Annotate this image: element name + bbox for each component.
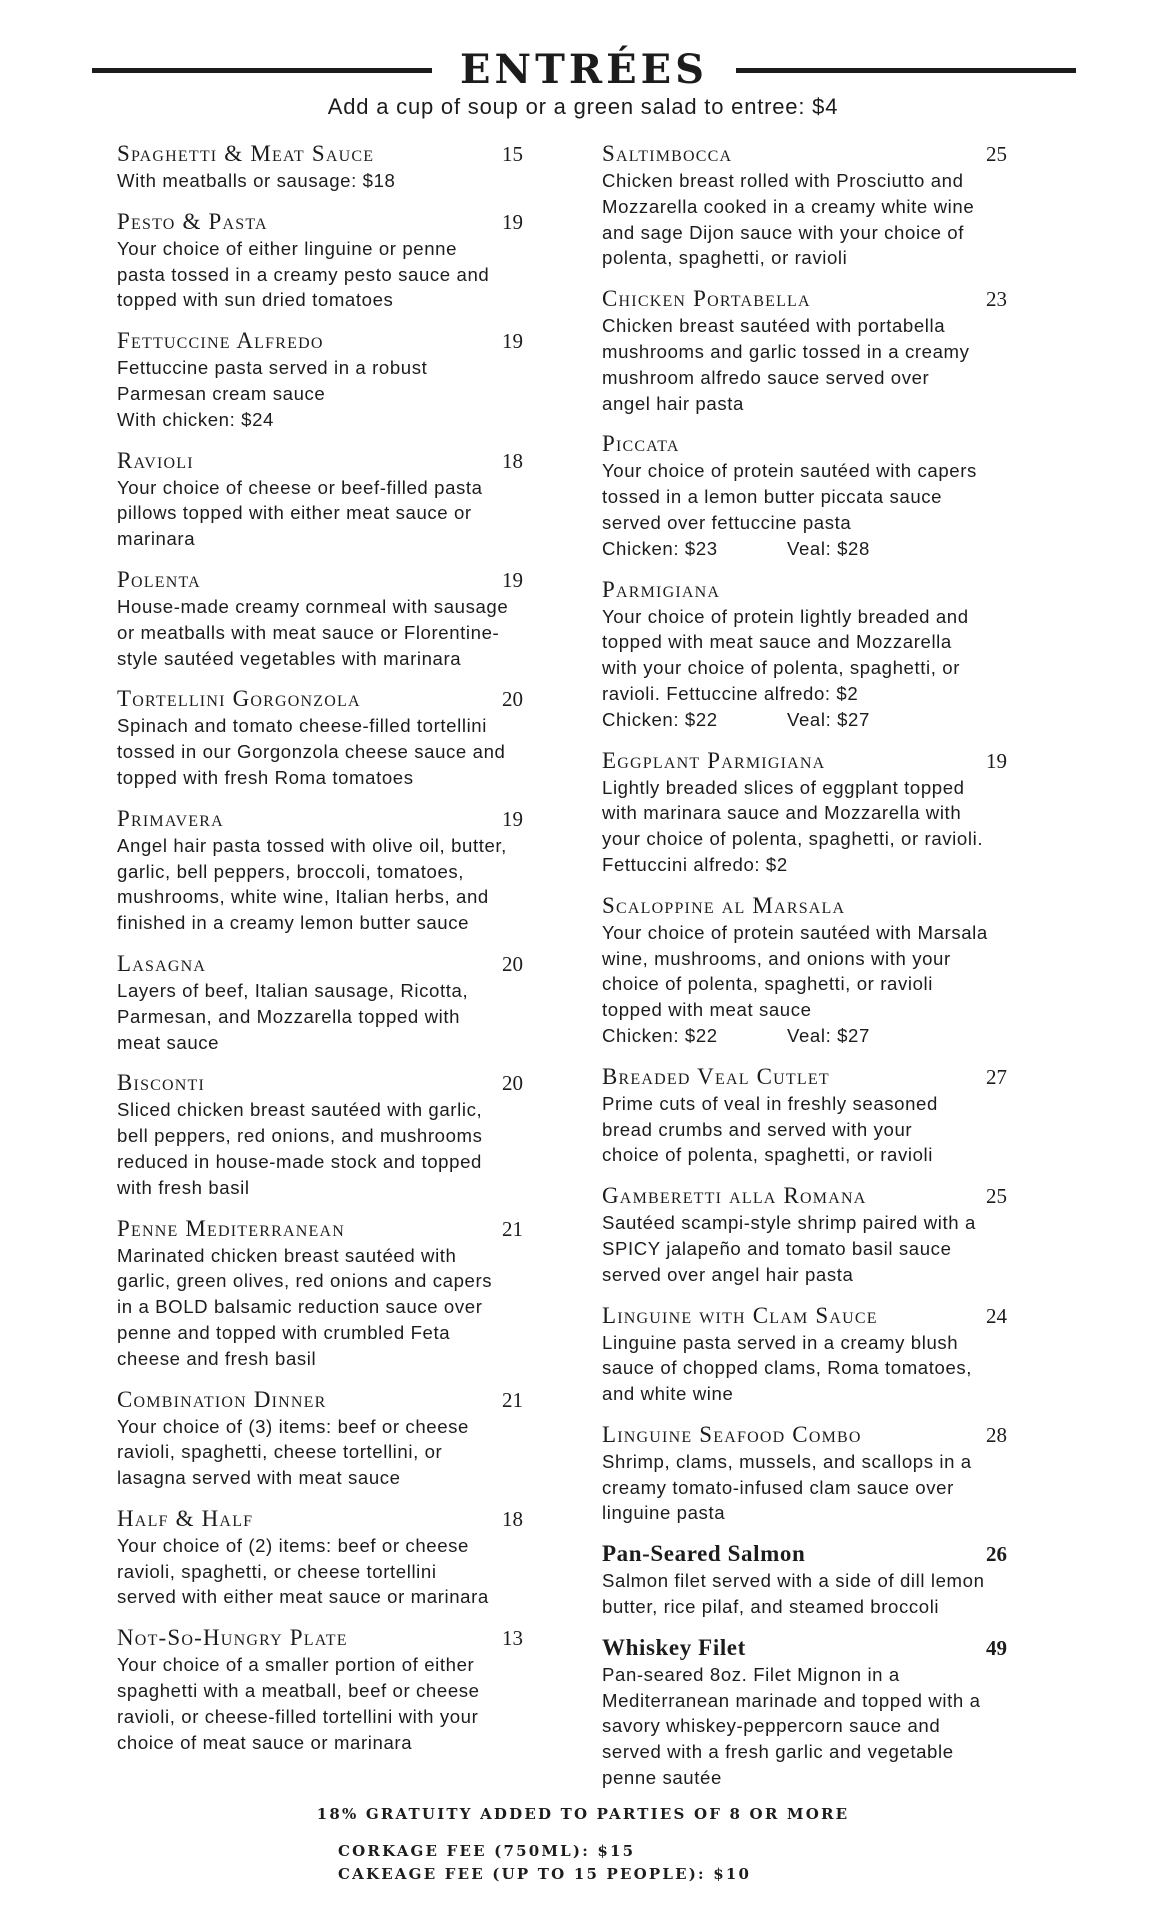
menu-item-price: 20	[502, 951, 523, 976]
menu-item	[117, 1069, 577, 1200]
menu-item-price: 28	[986, 1422, 1007, 1447]
menu-item-name: Tortellini Gorgonzola	[117, 686, 361, 712]
menu-item	[117, 140, 577, 194]
menu-item-header	[602, 285, 1062, 313]
menu-item-description: Parmesan, and Mozzarella topped with	[117, 1005, 461, 1027]
menu-item-header	[117, 447, 577, 475]
menu-item-price-options	[602, 707, 1062, 733]
menu-item-description: Pan-seared 8oz. Filet Mignon in a	[602, 1663, 900, 1685]
cakeage-fee: CAKEAGE FEE (UP TO 15 PEOPLE): $10	[338, 1865, 752, 1883]
menu-item-header	[602, 430, 1062, 458]
menu-item-description: tossed in our Gorgonzola cheese sauce and	[117, 741, 506, 763]
menu-item	[602, 140, 1062, 271]
right-menu-column	[602, 140, 1062, 1805]
menu-item-description: bread crumbs and served with your	[602, 1118, 913, 1140]
menu-item-description: ravioli, spaghetti, cheese tortellini, or	[117, 1441, 443, 1463]
menu-item-name: Half & Half	[117, 1505, 254, 1531]
menu-item	[602, 1063, 1062, 1168]
menu-item-description: Salmon filet served with a side of dill lemon	[602, 1570, 985, 1592]
menu-item-description: pillows topped with either meat sauce or	[117, 502, 472, 524]
menu-item-name: Saltimbocca	[602, 141, 733, 166]
menu-item-name: Whiskey Filet	[602, 1634, 746, 1660]
menu-item-description: butter, rice pilaf, and steamed broccoli	[602, 1596, 940, 1618]
menu-item-header	[117, 685, 577, 713]
menu-item-description: style sautéed vegetables with marinara	[117, 647, 462, 669]
menu-item-header	[117, 208, 577, 236]
menu-item-description: Mozzarella cooked in a creamy white wine	[602, 195, 975, 217]
menu-item-description: linguine pasta	[602, 1502, 726, 1524]
menu-item-description: Sliced chicken breast sautéed with garlic,	[117, 1099, 483, 1121]
menu-item-name: Piccata	[602, 431, 680, 457]
menu-item-description: garlic, green olives, red onions and capers	[117, 1270, 493, 1292]
menu-item-description: lasagna served with meat sauce	[117, 1467, 401, 1489]
menu-item	[602, 1540, 1062, 1620]
menu-item-description: choice of polenta, spaghetti, or ravioli	[602, 973, 933, 995]
menu-item-description: Your choice of (3) items: beef or cheese	[117, 1415, 469, 1437]
menu-item-name: Linguine Seafood Combo	[602, 1421, 862, 1447]
menu-item-price-options	[602, 536, 1062, 562]
menu-item-description: cheese and fresh basil	[117, 1347, 317, 1369]
menu-item-name: Eggplant Parmigiana	[602, 747, 826, 773]
page-subtitle: Add a cup of soup or a green salad to entree: $4	[327, 94, 839, 119]
price-option: Veal: $27	[787, 708, 870, 730]
price-option: Veal: $27	[787, 1024, 870, 1046]
menu-item-name: Penne Mediterranean	[117, 1215, 345, 1241]
menu-item-description: Fettuccini alfredo: $2	[602, 853, 788, 875]
menu-item-header	[117, 1215, 577, 1243]
menu-item-name: Chicken Portabella	[602, 286, 811, 312]
menu-item-price: 24	[986, 1303, 1007, 1328]
menu-item-price-options	[602, 1023, 1062, 1049]
menu-item-description: With meatballs or sausage: $18	[117, 170, 396, 191]
gratuity-note: 18% GRATUITY ADDED TO PARTIES OF 8 OR MORE	[316, 1805, 850, 1823]
menu-item-name: Polenta	[117, 566, 201, 592]
menu-item-price: 18	[502, 448, 523, 473]
menu-item-description: Parmesan cream sauce	[117, 382, 326, 404]
menu-item-description: Mediterranean marinade and topped with a	[602, 1689, 981, 1711]
menu-item-name: Lasagna	[117, 950, 207, 976]
menu-item-header	[117, 805, 577, 833]
menu-item-price: 49	[986, 1635, 1007, 1660]
menu-item	[117, 1505, 577, 1610]
menu-item-description: served over fettuccine pasta	[602, 511, 852, 533]
menu-item-description: polenta, spaghetti, or ravioli	[602, 247, 848, 269]
menu-item-name: Parmigiana	[602, 576, 721, 602]
menu-item-description: garlic, bell peppers, broccoli, tomatoes,	[117, 860, 465, 882]
menu-item-name: Ravioli	[117, 447, 194, 473]
menu-item-description: Marinated chicken breast sautéed with	[117, 1244, 457, 1266]
menu-item-header	[602, 140, 1062, 168]
price-option: Chicken: $23	[602, 537, 718, 559]
menu-item-description: pasta tossed in a creamy pesto sauce and	[117, 263, 490, 285]
menu-item-description: penne and topped with crumbled Feta	[117, 1321, 451, 1343]
menu-item-description: Sautéed scampi-style shrimp paired with a	[602, 1212, 976, 1234]
menu-item-description: choice of meat sauce or marinara	[117, 1731, 413, 1753]
fees-block	[338, 1840, 938, 1886]
page-header	[92, 45, 1076, 95]
menu-item-price: 26	[986, 1542, 1007, 1567]
menu-item-header	[602, 1302, 1062, 1330]
menu-item-header	[117, 1386, 577, 1414]
menu-item-description: in a BOLD balsamic reduction sauce over	[117, 1296, 483, 1318]
menu-item-description: choice of polenta, spaghetti, or ravioli	[602, 1144, 933, 1166]
left-menu-column	[117, 140, 577, 1769]
menu-item-description: Your choice of protein sautéed with Marsala	[602, 921, 988, 943]
menu-item-header	[117, 566, 577, 594]
menu-item-header	[117, 1069, 577, 1097]
menu-item-description: with marinara sauce and Mozzarella with	[602, 802, 962, 824]
menu-item-description: Your choice of either linguine or penne	[117, 237, 458, 259]
menu-item	[602, 1302, 1062, 1407]
menu-item-description: Chicken breast rolled with Prosciutto and	[602, 170, 964, 191]
menu-item	[602, 576, 1062, 733]
menu-item-description: With chicken: $24	[117, 408, 274, 430]
corkage-fee: CORKAGE FEE (750ML): $15	[338, 1842, 636, 1860]
menu-item-header	[117, 1624, 577, 1652]
menu-item-price: 19	[502, 209, 523, 234]
menu-item-price: 19	[502, 329, 523, 354]
menu-item-name: Gamberetti alla Romana	[602, 1183, 867, 1209]
menu-item-price: 19	[502, 806, 523, 831]
menu-item-name: Primavera	[117, 805, 224, 831]
menu-item	[117, 208, 577, 313]
menu-item-description: penne sautée	[602, 1767, 722, 1789]
menu-item-description: sauce of chopped clams, Roma tomatoes,	[602, 1357, 973, 1379]
menu-item-description: topped with meat sauce	[602, 999, 812, 1021]
menu-item-description: Your choice of cheese or beef-filled pasta	[117, 476, 483, 498]
menu-item	[117, 685, 577, 790]
menu-item-description: marinara	[117, 528, 196, 550]
menu-item	[117, 1624, 577, 1755]
menu-item-description: ravioli. Fettuccine alfredo: $2	[602, 682, 859, 704]
menu-item-description: reduced in house-made stock and topped	[117, 1150, 482, 1172]
menu-item-description: Your choice of protein sautéed with capers	[602, 460, 977, 482]
menu-item-name: Scaloppine al Marsala	[602, 892, 846, 918]
menu-item	[117, 447, 577, 552]
menu-item-description: finished in a creamy lemon butter sauce	[117, 912, 470, 934]
menu-item-description: Linguine pasta served in a creamy blush	[602, 1331, 959, 1353]
menu-item-name: Spaghetti & Meat Sauce	[117, 141, 375, 166]
menu-item-header	[602, 1540, 1062, 1568]
menu-item-price: 23	[986, 287, 1007, 312]
menu-item-header	[117, 950, 577, 978]
menu-item-description: House-made creamy cornmeal with sausage	[117, 595, 509, 617]
menu-item-price: 19	[502, 567, 523, 592]
menu-item-description: Your choice of (2) items: beef or cheese	[117, 1534, 469, 1556]
menu-item	[117, 1215, 577, 1372]
menu-item-name: Pesto & Pasta	[117, 208, 268, 234]
menu-item-description: Layers of beef, Italian sausage, Ricotta,	[117, 979, 469, 1001]
menu-item-header	[602, 1182, 1062, 1210]
menu-item-description: your choice of polenta, spaghetti, or ravioli.	[602, 828, 984, 850]
menu-item-description: ravioli, spaghetti, or cheese tortellini	[117, 1560, 437, 1582]
menu-item-price: 25	[986, 142, 1007, 166]
price-option: Chicken: $22	[602, 1024, 718, 1046]
menu-item-description: Angel hair pasta tossed with olive oil, butter,	[117, 834, 507, 856]
menu-item-description: mushroom alfredo sauce served over	[602, 366, 930, 388]
menu-item	[602, 1421, 1062, 1526]
menu-item-description: Prime cuts of veal in freshly seasoned	[602, 1092, 938, 1114]
price-option: Chicken: $22	[602, 708, 718, 730]
menu-item-description: ravioli, or cheese-filled tortellini with your	[117, 1705, 479, 1727]
menu-item-name: Breaded Veal Cutlet	[602, 1063, 830, 1089]
menu-item-description: topped with sun dried tomatoes	[117, 289, 394, 311]
menu-item-header	[602, 892, 1062, 920]
menu-item-description: creamy tomato-infused clam sauce over	[602, 1476, 954, 1498]
menu-item-price: 21	[502, 1216, 523, 1241]
menu-item-price: 19	[986, 748, 1007, 773]
menu-item	[117, 566, 577, 671]
menu-item-description: Spinach and tomato cheese-filled tortellini	[117, 715, 487, 737]
menu-item-header	[602, 747, 1062, 775]
menu-item-description: and white wine	[602, 1383, 734, 1405]
menu-item-description: served with either meat sauce or marinara	[117, 1586, 489, 1608]
menu-item-name: Fettuccine Alfredo	[117, 328, 324, 354]
menu-item-description: Lightly breaded slices of eggplant topped	[602, 776, 965, 798]
menu-item-price: 20	[502, 687, 523, 712]
menu-item-description: served over angel hair pasta	[602, 1263, 854, 1285]
menu-item-description: Chicken breast sautéed with portabella	[602, 315, 946, 337]
menu-item-header	[117, 1505, 577, 1533]
menu-item-description: with fresh basil	[117, 1176, 250, 1198]
menu-item-description: spaghetti with a meatball, beef or cheese	[117, 1680, 480, 1702]
menu-item-header	[602, 1421, 1062, 1449]
menu-item-header	[602, 1063, 1062, 1091]
menu-item	[117, 1386, 577, 1491]
menu-item-description: and sage Dijon sauce with your choice of	[602, 221, 964, 243]
menu-item-description: Fettuccine pasta served in a robust	[117, 357, 428, 379]
menu-item-price: 21	[502, 1387, 523, 1412]
menu-item-description: bell peppers, red onions, and mushrooms	[117, 1125, 483, 1147]
menu-item-description: meat sauce	[117, 1031, 220, 1053]
price-option: Veal: $28	[787, 537, 870, 559]
menu-item-header	[117, 140, 577, 168]
menu-item	[602, 285, 1062, 416]
menu-item	[117, 327, 577, 432]
menu-item-description: mushrooms and garlic tossed in a creamy	[602, 340, 970, 362]
menu-item	[602, 1182, 1062, 1287]
menu-item	[117, 805, 577, 936]
menu-item-description: Shrimp, clams, mussels, and scallops in a	[602, 1450, 972, 1472]
menu-item-price: 13	[502, 1626, 523, 1651]
menu-item	[602, 430, 1062, 561]
menu-item-name: Pan-Seared Salmon	[602, 1541, 806, 1567]
menu-item-price: 25	[986, 1184, 1007, 1209]
menu-item-description: mushrooms, white wine, Italian herbs, and	[117, 886, 489, 908]
menu-item-description: tossed in a lemon butter piccata sauce	[602, 486, 943, 508]
menu-item-description: Your choice of a smaller portion of either	[117, 1654, 475, 1676]
menu-item	[602, 892, 1062, 1049]
menu-item-description: with your choice of polenta, spaghetti, or	[602, 657, 961, 679]
menu-item-price: 20	[502, 1071, 523, 1096]
menu-item-description: savory whiskey-peppercorn sauce and	[602, 1715, 941, 1737]
menu-item-name: Combination Dinner	[117, 1386, 327, 1412]
menu-item-name: Not-So-Hungry Plate	[117, 1625, 348, 1651]
page-title: ENTRÉES	[460, 46, 708, 93]
menu-item-price: 15	[502, 142, 523, 166]
menu-item-price: 18	[502, 1506, 523, 1531]
menu-item-description: angel hair pasta	[602, 392, 744, 414]
menu-item-name: Bisconti	[117, 1070, 206, 1096]
menu-item-description: served with a fresh garlic and vegetable	[602, 1741, 954, 1763]
menu-item-description: Your choice of protein lightly breaded and	[602, 605, 969, 627]
menu-item	[602, 747, 1062, 878]
menu-item-header	[602, 576, 1062, 604]
menu-item-header	[602, 1634, 1062, 1662]
menu-item-header	[117, 327, 577, 355]
menu-item-description: wine, mushrooms, and onions with your	[602, 947, 951, 969]
menu-item-name: Linguine with Clam Sauce	[602, 1302, 878, 1328]
menu-item	[602, 1634, 1062, 1791]
menu-item-price: 27	[986, 1064, 1007, 1089]
menu-item	[117, 950, 577, 1055]
menu-item-description: SPICY jalapeño and tomato basil sauce	[602, 1237, 952, 1259]
menu-item-description: or meatballs with meat sauce or Florentine-	[117, 621, 500, 643]
menu-item-description: topped with fresh Roma tomatoes	[117, 766, 414, 788]
menu-item-description: topped with meat sauce and Mozzarella	[602, 631, 952, 653]
